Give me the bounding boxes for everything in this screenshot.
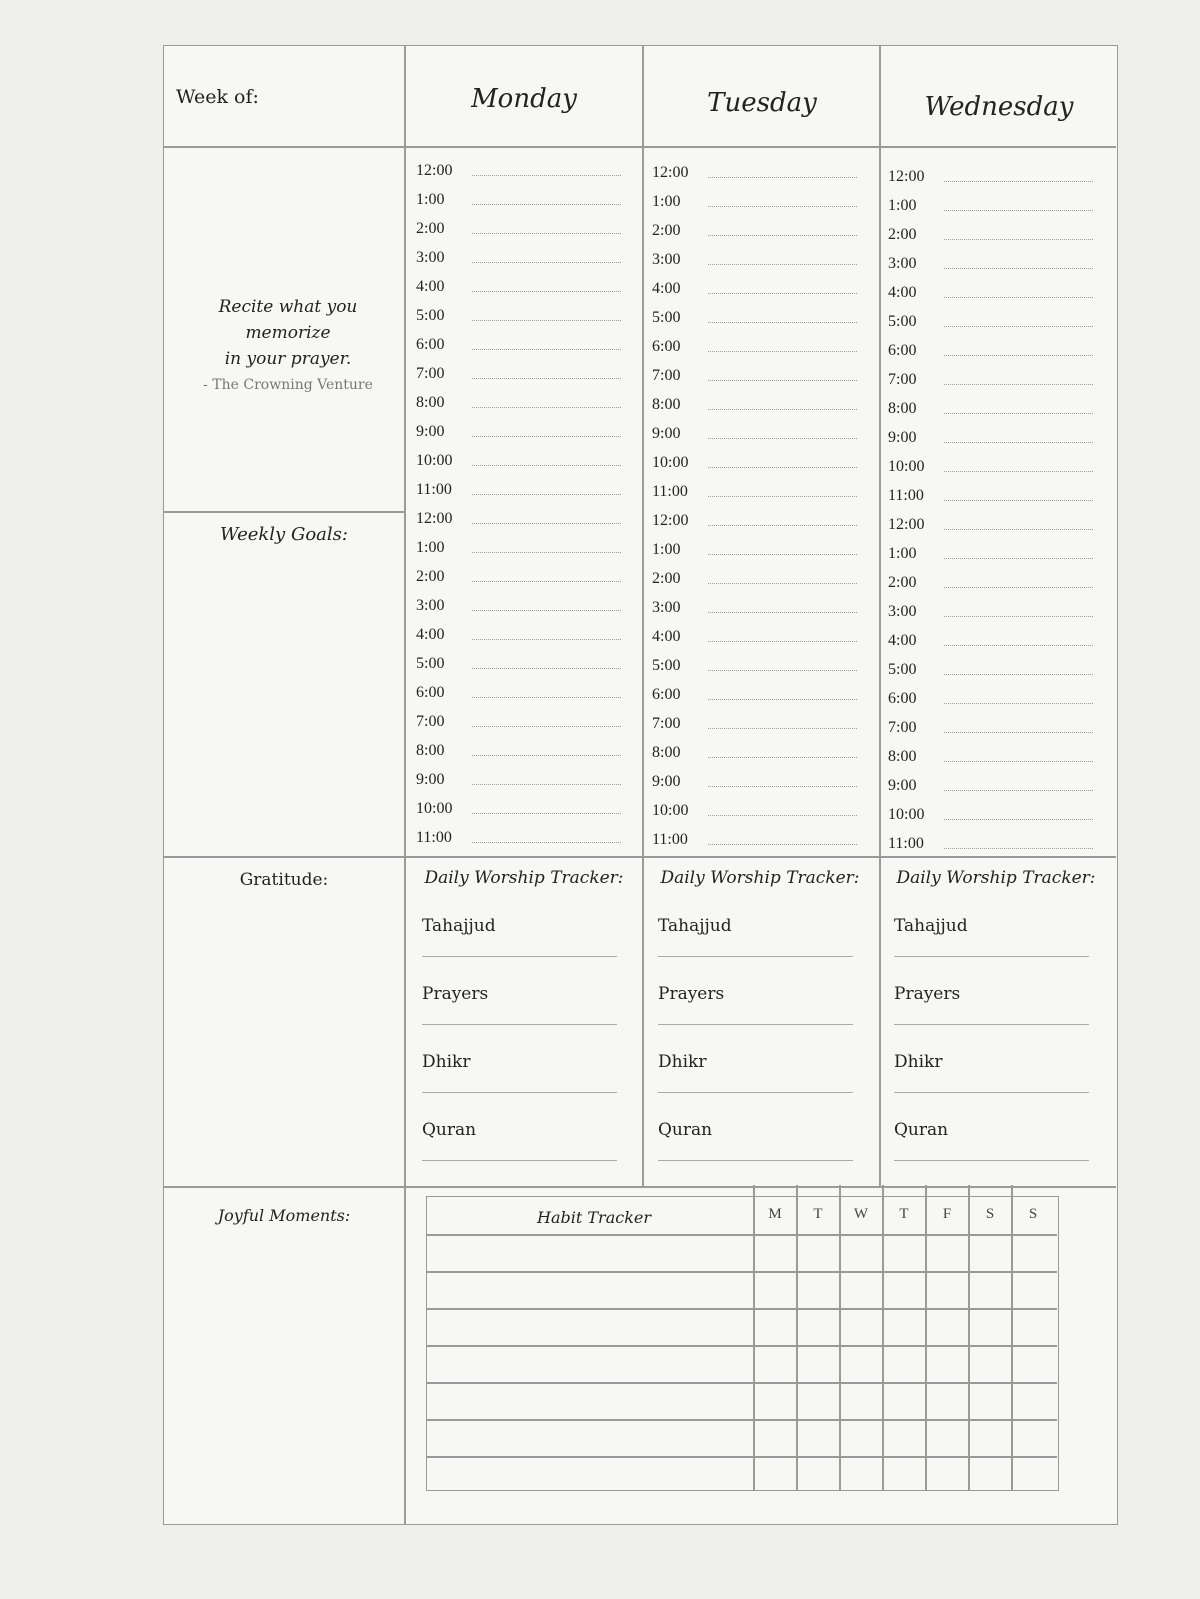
time-label: 8:00 xyxy=(416,742,445,759)
time-slot[interactable] xyxy=(416,357,621,383)
time-slot-line xyxy=(472,348,621,350)
time-slot-line xyxy=(708,234,857,236)
time-label: 10:00 xyxy=(888,806,925,823)
gratitude-label: Gratitude: xyxy=(239,870,329,890)
time-label: 2:00 xyxy=(888,574,917,591)
time-slot[interactable] xyxy=(416,299,621,325)
worship-item-line[interactable] xyxy=(894,1092,1089,1093)
time-slot[interactable] xyxy=(652,678,857,704)
time-slot[interactable] xyxy=(416,763,621,789)
weekly-planner-page xyxy=(163,45,1118,1525)
time-slot[interactable] xyxy=(416,154,621,180)
habit-col-line xyxy=(968,1185,970,1490)
time-label: 9:00 xyxy=(652,425,681,442)
habit-row-line xyxy=(427,1234,1057,1236)
time-slot[interactable] xyxy=(888,537,1093,563)
time-slot-line xyxy=(944,760,1093,762)
time-slot-line xyxy=(944,470,1093,472)
quote-line-2: in your prayer. xyxy=(224,349,352,369)
time-label: 7:00 xyxy=(416,713,445,730)
habit-row-line xyxy=(427,1419,1057,1421)
time-slot-line xyxy=(472,551,621,553)
worship-item-line[interactable] xyxy=(658,1092,853,1093)
column-divider xyxy=(642,46,644,1186)
worship-item-line[interactable] xyxy=(894,1160,1089,1161)
time-slot-line xyxy=(944,180,1093,182)
time-label: 8:00 xyxy=(652,396,681,413)
time-slot[interactable] xyxy=(652,417,857,443)
worship-item-label: Quran xyxy=(894,1120,949,1140)
worship-item xyxy=(422,916,617,957)
time-slot-line xyxy=(708,582,857,584)
habit-col-line xyxy=(882,1185,884,1490)
habit-day-header: W xyxy=(853,1206,869,1222)
worship-item-line[interactable] xyxy=(422,1092,617,1093)
time-slot-line xyxy=(472,174,621,176)
row-divider xyxy=(164,146,1116,148)
time-label: 3:00 xyxy=(888,603,917,620)
time-slot-line xyxy=(944,441,1093,443)
time-slot-line xyxy=(944,644,1093,646)
time-slot[interactable] xyxy=(416,241,621,267)
time-label: 9:00 xyxy=(416,771,445,788)
time-label: 10:00 xyxy=(652,454,689,471)
time-slot[interactable] xyxy=(888,769,1093,795)
time-label: 5:00 xyxy=(416,307,445,324)
time-slot[interactable] xyxy=(888,653,1093,679)
worship-item xyxy=(894,984,1089,1025)
time-slot-line xyxy=(708,756,857,758)
day-title-tuesday: Tuesday xyxy=(707,88,817,118)
time-label: 8:00 xyxy=(888,400,917,417)
worship-item-line[interactable] xyxy=(658,956,853,957)
worship-item xyxy=(658,1120,853,1161)
time-label: 9:00 xyxy=(888,429,917,446)
time-slot[interactable] xyxy=(416,270,621,296)
time-slot[interactable] xyxy=(888,624,1093,650)
time-slot-line xyxy=(472,812,621,814)
time-slot-line xyxy=(472,754,621,756)
time-slot[interactable] xyxy=(888,247,1093,273)
time-slot[interactable] xyxy=(652,446,857,472)
time-slot[interactable] xyxy=(888,479,1093,505)
time-label: 4:00 xyxy=(416,626,445,643)
time-label: 11:00 xyxy=(652,831,688,848)
time-slot[interactable] xyxy=(416,705,621,731)
habit-col-line xyxy=(796,1185,798,1490)
time-slot-line xyxy=(944,586,1093,588)
time-slot[interactable] xyxy=(416,444,621,470)
habit-day-header: F xyxy=(942,1206,952,1222)
worship-tracker-title: Daily Worship Tracker: xyxy=(896,868,1096,888)
time-label: 12:00 xyxy=(888,516,925,533)
time-slot[interactable] xyxy=(416,183,621,209)
time-slot-line xyxy=(472,203,621,205)
time-slot-line xyxy=(472,667,621,669)
habit-col-line xyxy=(839,1185,841,1490)
worship-item-label: Prayers xyxy=(658,984,725,1004)
column-divider xyxy=(404,46,406,1524)
time-slot-line xyxy=(708,640,857,642)
time-label: 7:00 xyxy=(888,719,917,736)
time-slot-line xyxy=(472,435,621,437)
time-slot-line xyxy=(472,464,621,466)
time-slot[interactable] xyxy=(652,330,857,356)
time-slot-line xyxy=(708,466,857,468)
time-label: 4:00 xyxy=(416,278,445,295)
time-slot-line xyxy=(708,611,857,613)
time-slot[interactable] xyxy=(416,618,621,644)
time-label: 11:00 xyxy=(652,483,688,500)
time-label: 10:00 xyxy=(888,458,925,475)
time-slot-line xyxy=(944,499,1093,501)
time-slot-line xyxy=(472,638,621,640)
time-slot-line xyxy=(708,727,857,729)
time-label: 6:00 xyxy=(888,342,917,359)
row-divider xyxy=(164,511,404,513)
time-label: 1:00 xyxy=(888,197,917,214)
worship-item-label: Quran xyxy=(658,1120,713,1140)
time-slot-line xyxy=(472,290,621,292)
habit-day-header: T xyxy=(899,1206,909,1222)
time-slot-line xyxy=(944,615,1093,617)
time-slot-line xyxy=(708,785,857,787)
time-slot-line xyxy=(472,580,621,582)
time-label: 5:00 xyxy=(652,657,681,674)
time-slot-line xyxy=(708,814,857,816)
time-slot[interactable] xyxy=(888,450,1093,476)
time-slot[interactable] xyxy=(416,415,621,441)
time-slot[interactable] xyxy=(416,502,621,528)
time-slot-line xyxy=(944,209,1093,211)
time-slot[interactable] xyxy=(416,734,621,760)
time-label: 3:00 xyxy=(416,249,445,266)
time-slot-line xyxy=(472,319,621,321)
row-divider xyxy=(164,856,1116,858)
worship-tracker-title: Daily Worship Tracker: xyxy=(660,868,860,888)
worship-item-label: Dhikr xyxy=(422,1052,471,1072)
time-slot[interactable] xyxy=(652,736,857,762)
time-slot-line xyxy=(708,843,857,845)
time-slot[interactable] xyxy=(652,272,857,298)
time-slot-line xyxy=(944,238,1093,240)
time-slot-line xyxy=(708,176,857,178)
time-slot-line xyxy=(944,557,1093,559)
time-label: 4:00 xyxy=(652,628,681,645)
time-slot[interactable] xyxy=(652,620,857,646)
time-slot[interactable] xyxy=(888,566,1093,592)
time-label: 2:00 xyxy=(416,220,445,237)
worship-item-label: Tahajjud xyxy=(658,916,732,936)
habit-day-header: T xyxy=(813,1206,823,1222)
time-label: 2:00 xyxy=(416,568,445,585)
time-label: 5:00 xyxy=(888,661,917,678)
worship-item xyxy=(422,1120,617,1161)
worship-item-line[interactable] xyxy=(658,1160,853,1161)
time-label: 12:00 xyxy=(652,512,689,529)
time-slot-line xyxy=(472,522,621,524)
time-slot[interactable] xyxy=(888,711,1093,737)
time-slot[interactable] xyxy=(652,765,857,791)
time-slot-line xyxy=(472,261,621,263)
habit-day-header: S xyxy=(985,1206,995,1222)
time-slot[interactable] xyxy=(652,359,857,385)
time-slot[interactable] xyxy=(652,504,857,530)
worship-item xyxy=(422,984,617,1025)
time-slot-line xyxy=(708,408,857,410)
time-slot[interactable] xyxy=(416,589,621,615)
time-slot[interactable] xyxy=(888,508,1093,534)
time-label: 3:00 xyxy=(416,597,445,614)
time-slot[interactable] xyxy=(416,821,621,847)
time-label: 12:00 xyxy=(652,164,689,181)
time-slot-line xyxy=(944,412,1093,414)
time-label: 8:00 xyxy=(416,394,445,411)
time-slot[interactable] xyxy=(652,156,857,182)
time-slot-line xyxy=(708,263,857,265)
time-slot-line xyxy=(944,325,1093,327)
time-slot-line xyxy=(472,696,621,698)
worship-item-label: Prayers xyxy=(422,984,489,1004)
worship-item-line[interactable] xyxy=(422,956,617,957)
habit-tracker-title: Habit Tracker xyxy=(537,1208,651,1227)
time-slot[interactable] xyxy=(652,533,857,559)
time-label: 11:00 xyxy=(416,481,452,498)
habit-col-line xyxy=(1011,1185,1013,1490)
column-divider xyxy=(879,46,881,1186)
time-slot-line xyxy=(944,296,1093,298)
time-label: 3:00 xyxy=(888,255,917,272)
time-label: 6:00 xyxy=(652,338,681,355)
time-slot-line xyxy=(944,818,1093,820)
time-slot-line xyxy=(708,379,857,381)
time-slot-line xyxy=(472,406,621,408)
time-slot[interactable] xyxy=(652,562,857,588)
time-slot[interactable] xyxy=(416,676,621,702)
time-slot[interactable] xyxy=(888,218,1093,244)
time-label: 11:00 xyxy=(888,835,924,852)
time-label: 10:00 xyxy=(416,800,453,817)
time-label: 6:00 xyxy=(652,686,681,703)
time-slot-line xyxy=(708,553,857,555)
time-slot[interactable] xyxy=(652,301,857,327)
worship-item-line[interactable] xyxy=(658,1024,853,1025)
time-label: 9:00 xyxy=(888,777,917,794)
habit-row-line xyxy=(427,1271,1057,1273)
time-label: 7:00 xyxy=(652,367,681,384)
worship-item xyxy=(894,1052,1089,1093)
time-slot[interactable] xyxy=(888,276,1093,302)
time-slot[interactable] xyxy=(652,707,857,733)
worship-item xyxy=(658,916,853,957)
time-slot[interactable] xyxy=(888,334,1093,360)
habit-row-line xyxy=(427,1456,1057,1458)
time-slot[interactable] xyxy=(888,595,1093,621)
time-slot[interactable] xyxy=(416,792,621,818)
time-label: 8:00 xyxy=(652,744,681,761)
quote-source: - The Crowning Venture xyxy=(203,377,373,393)
worship-item-label: Dhikr xyxy=(658,1052,707,1072)
time-label: 5:00 xyxy=(416,655,445,672)
worship-item-line[interactable] xyxy=(422,1160,617,1161)
time-slot-line xyxy=(944,731,1093,733)
worship-tracker-title: Daily Worship Tracker: xyxy=(424,868,624,888)
weekly-goals-label: Weekly Goals: xyxy=(220,524,348,545)
week-of-label: Week of: xyxy=(176,86,259,108)
time-slot[interactable] xyxy=(652,243,857,269)
time-slot[interactable] xyxy=(652,388,857,414)
time-slot-line xyxy=(708,698,857,700)
time-slot[interactable] xyxy=(888,682,1093,708)
time-label: 3:00 xyxy=(652,251,681,268)
time-slot[interactable] xyxy=(888,392,1093,418)
time-label: 4:00 xyxy=(652,280,681,297)
time-label: 12:00 xyxy=(416,162,453,179)
time-slot[interactable] xyxy=(416,473,621,499)
time-slot[interactable] xyxy=(888,305,1093,331)
worship-item xyxy=(894,916,1089,957)
time-slot-line xyxy=(944,528,1093,530)
time-label: 10:00 xyxy=(652,802,689,819)
time-slot-line xyxy=(708,350,857,352)
time-label: 1:00 xyxy=(888,545,917,562)
time-label: 2:00 xyxy=(652,222,681,239)
time-slot-line xyxy=(944,702,1093,704)
time-label: 6:00 xyxy=(416,684,445,701)
habit-row-line xyxy=(427,1345,1057,1347)
row-divider xyxy=(164,1186,1116,1188)
time-label: 4:00 xyxy=(888,632,917,649)
worship-item-line[interactable] xyxy=(422,1024,617,1025)
time-slot-line xyxy=(944,673,1093,675)
joyful-moments-label: Joyful Moments: xyxy=(217,1206,351,1225)
worship-item-label: Tahajjud xyxy=(894,916,968,936)
time-slot[interactable] xyxy=(888,827,1093,853)
day-title-wednesday: Wednesday xyxy=(924,92,1074,122)
time-slot[interactable] xyxy=(888,798,1093,824)
time-slot[interactable] xyxy=(416,386,621,412)
habit-day-header: S xyxy=(1028,1206,1038,1222)
time-label: 3:00 xyxy=(652,599,681,616)
time-label: 9:00 xyxy=(652,773,681,790)
time-label: 4:00 xyxy=(888,284,917,301)
habit-col-line xyxy=(925,1185,927,1490)
time-slot[interactable] xyxy=(416,328,621,354)
habit-tracker-grid xyxy=(426,1196,1059,1491)
habit-day-header: M xyxy=(768,1206,782,1222)
time-slot-line xyxy=(472,377,621,379)
worship-item-label: Prayers xyxy=(894,984,961,1004)
time-slot-line xyxy=(708,495,857,497)
time-label: 6:00 xyxy=(416,336,445,353)
time-label: 7:00 xyxy=(416,365,445,382)
time-slot-line xyxy=(472,609,621,611)
worship-item-label: Dhikr xyxy=(894,1052,943,1072)
time-slot[interactable] xyxy=(888,363,1093,389)
worship-item-line[interactable] xyxy=(894,1024,1089,1025)
habit-row-line xyxy=(427,1382,1057,1384)
time-slot-line xyxy=(472,493,621,495)
time-slot-line xyxy=(708,437,857,439)
time-slot-line xyxy=(708,524,857,526)
time-slot-line xyxy=(472,725,621,727)
time-slot[interactable] xyxy=(888,421,1093,447)
time-label: 1:00 xyxy=(652,541,681,558)
time-slot[interactable] xyxy=(416,531,621,557)
time-label: 7:00 xyxy=(652,715,681,732)
worship-item-label: Tahajjud xyxy=(422,916,496,936)
time-label: 5:00 xyxy=(888,313,917,330)
time-slot[interactable] xyxy=(652,475,857,501)
time-label: 11:00 xyxy=(416,829,452,846)
time-slot[interactable] xyxy=(888,740,1093,766)
worship-item xyxy=(658,1052,853,1093)
time-slot-line xyxy=(472,783,621,785)
time-slot-line xyxy=(708,321,857,323)
time-label: 8:00 xyxy=(888,748,917,765)
time-slot[interactable] xyxy=(416,212,621,238)
time-slot[interactable] xyxy=(652,823,857,849)
time-label: 9:00 xyxy=(416,423,445,440)
time-slot-line xyxy=(472,232,621,234)
time-slot[interactable] xyxy=(652,185,857,211)
time-slot-line xyxy=(944,789,1093,791)
time-slot[interactable] xyxy=(416,560,621,586)
time-slot-line xyxy=(944,267,1093,269)
time-slot-line xyxy=(708,205,857,207)
time-label: 7:00 xyxy=(888,371,917,388)
quote-line-1: Recite what you memorize xyxy=(218,297,358,343)
worship-item xyxy=(894,1120,1089,1161)
time-label: 2:00 xyxy=(888,226,917,243)
time-slot[interactable] xyxy=(652,794,857,820)
time-slot-line xyxy=(708,669,857,671)
time-label: 10:00 xyxy=(416,452,453,469)
habit-col-line xyxy=(753,1185,755,1490)
time-slot[interactable] xyxy=(888,160,1093,186)
habit-row-line xyxy=(427,1308,1057,1310)
day-title-monday: Monday xyxy=(471,84,577,114)
time-slot[interactable] xyxy=(652,214,857,240)
time-slot-line xyxy=(944,383,1093,385)
prayer-quote xyxy=(178,294,398,398)
time-slot[interactable] xyxy=(888,189,1093,215)
time-label: 6:00 xyxy=(888,690,917,707)
time-label: 12:00 xyxy=(888,168,925,185)
time-slot[interactable] xyxy=(416,647,621,673)
worship-item xyxy=(658,984,853,1025)
worship-item xyxy=(422,1052,617,1093)
time-slot-line xyxy=(944,847,1093,849)
worship-item-line[interactable] xyxy=(894,956,1089,957)
time-label: 2:00 xyxy=(652,570,681,587)
worship-item-label: Quran xyxy=(422,1120,477,1140)
time-label: 11:00 xyxy=(888,487,924,504)
time-slot-line xyxy=(708,292,857,294)
time-label: 1:00 xyxy=(416,539,445,556)
time-label: 1:00 xyxy=(652,193,681,210)
time-label: 1:00 xyxy=(416,191,445,208)
time-slot[interactable] xyxy=(652,649,857,675)
time-slot-line xyxy=(472,841,621,843)
time-label: 5:00 xyxy=(652,309,681,326)
time-slot[interactable] xyxy=(652,591,857,617)
time-slot-line xyxy=(944,354,1093,356)
time-label: 12:00 xyxy=(416,510,453,527)
